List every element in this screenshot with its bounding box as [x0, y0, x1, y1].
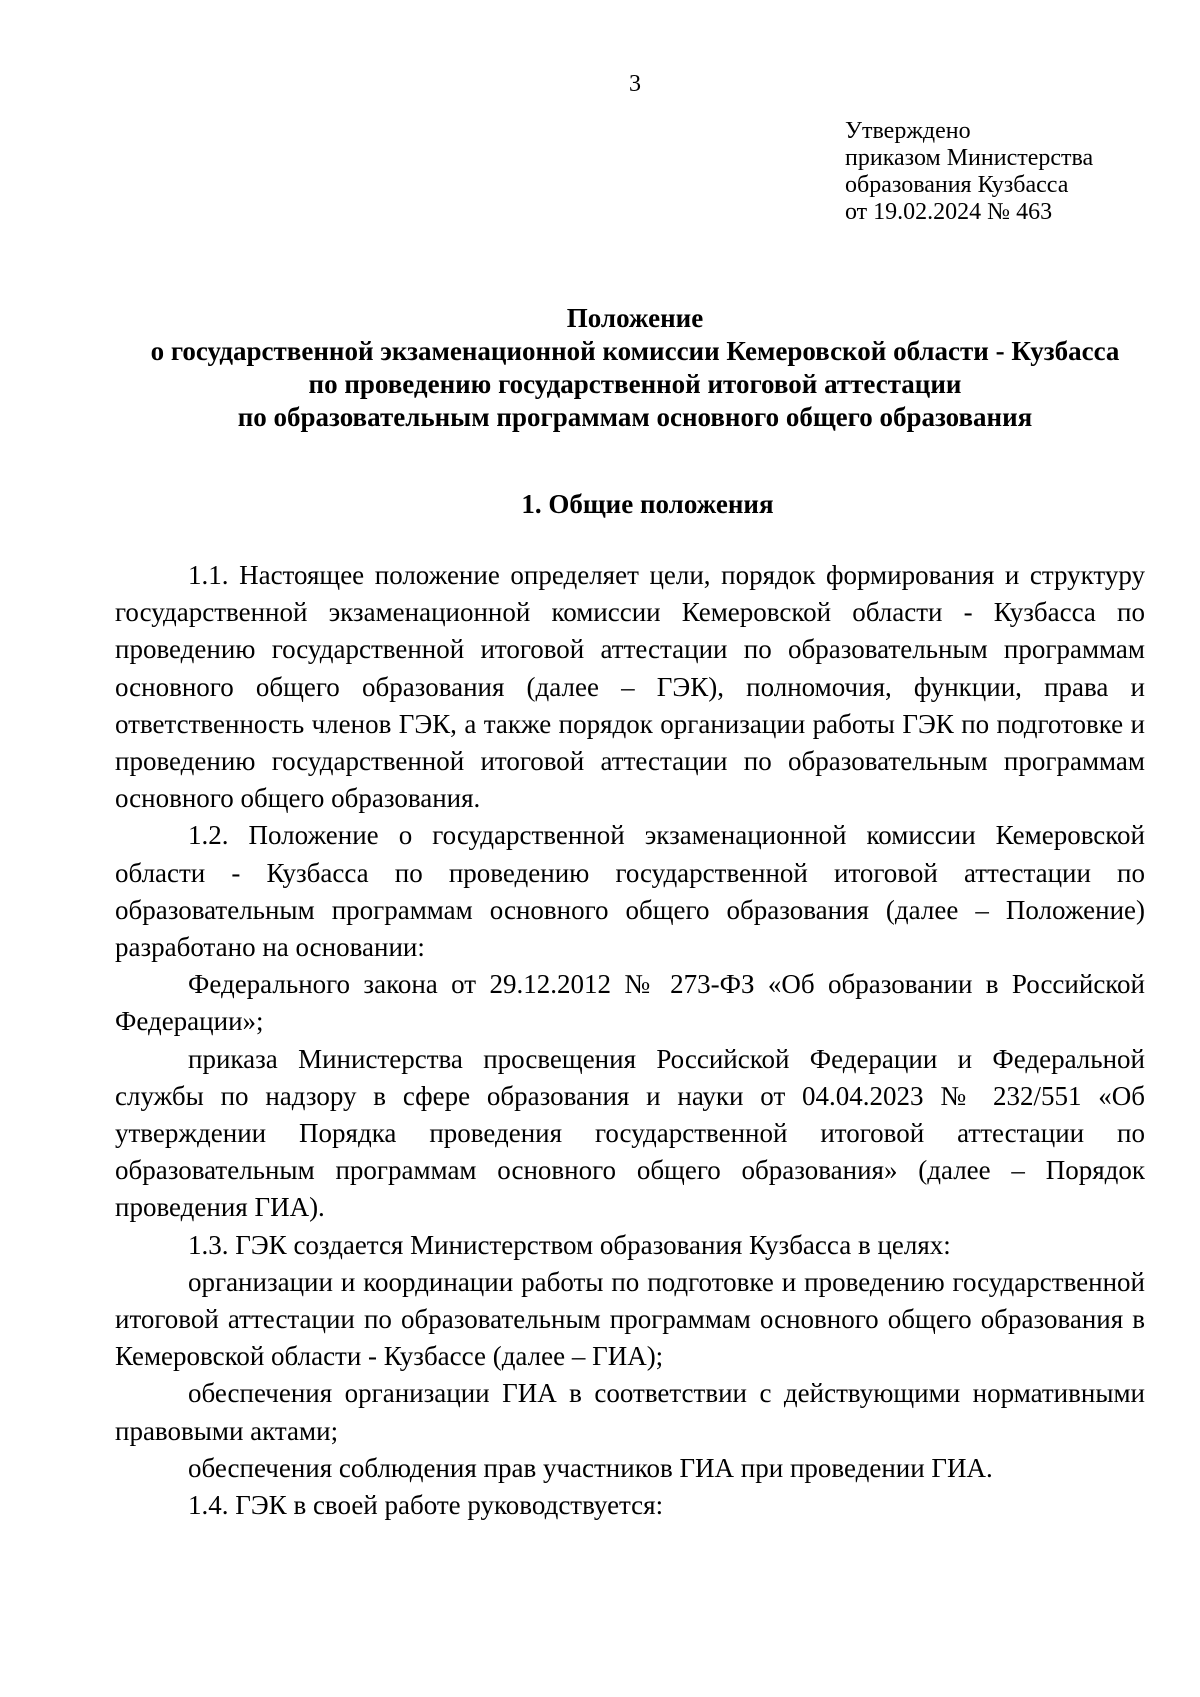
paragraph-1-2: 1.2. Положение о государственной экзаменационной комиссии Кемеровской области - Кузбасса по проведению государственной итоговой аттестации по образовательным программам основного общего образования (далее – Положение) разработано на основании: [115, 820, 1145, 963]
paragraph-1-4: 1.4. ГЭК в своей работе руководствуется: [188, 1490, 664, 1521]
page-number: 3 [629, 71, 641, 97]
approval-line: образования Кузбасса [845, 172, 1069, 198]
approval-line: от 19.02.2024 № 463 [845, 199, 1053, 225]
document-title [100, 302, 1170, 434]
paragraph-goal-organization: организации и координации работы по подготовке и проведению государственной итоговой аттестации по образовательным программам основного общего образования в Кемеровской области - Кузбассе (далее – ГИА); [115, 1266, 1145, 1372]
approval-stamp-block [845, 118, 1165, 226]
section-heading: 1. Общие положения [521, 489, 774, 519]
title-line: Положение [566, 303, 704, 333]
paragraph-1-3: 1.3. ГЭК создается Министерством образования Кузбасса в целях: [188, 1229, 951, 1260]
title-line: по проведению государственной итоговой аттестации [308, 369, 962, 399]
paragraph-1-1: 1.1. Настоящее положение определяет цели, порядок формирования и структуру государственной экзаменационной комиссии Кемеровской области - Кузбасса по проведению государственной итоговой аттестации по образовательным программам основного общего образования (далее – ГЭК), полномочия, функции, права и ответственность членов ГЭК, а также порядок организации работы ГЭК по подготовке и проведению государственной итоговой аттестации по образовательным программам основного общего образования. [115, 560, 1145, 814]
paragraph-goal-rights: обеспечения соблюдения прав участников ГИА при проведении ГИА. [188, 1452, 993, 1483]
paragraph-order: приказа Министерства просвещения Российской Федерации и Федеральной службы по надзору в сфере образования и науки от 04.04.2023 № 232/551 «Об утверждении Порядка проведения государственной итоговой аттестации по образовательным программам основного общего образования» (далее – Порядок проведения ГИА). [115, 1043, 1145, 1223]
paragraph-federal-law: Федерального закона от 29.12.2012 № 273-ФЗ «Об образовании в Российской Федерации»; [115, 969, 1145, 1037]
paragraph-goal-compliance: обеспечения организации ГИА в соответствии с действующими нормативными правовыми актами; [115, 1378, 1145, 1446]
approval-line: приказом Министерства [845, 145, 1094, 171]
title-line: по образовательным программам основного общего образования [237, 402, 1033, 432]
approval-line: Утверждено [845, 118, 971, 144]
title-line: о государственной экзаменационной комиссии Кемеровской области - Кузбасса [150, 336, 1120, 366]
body-text [115, 557, 1145, 1524]
